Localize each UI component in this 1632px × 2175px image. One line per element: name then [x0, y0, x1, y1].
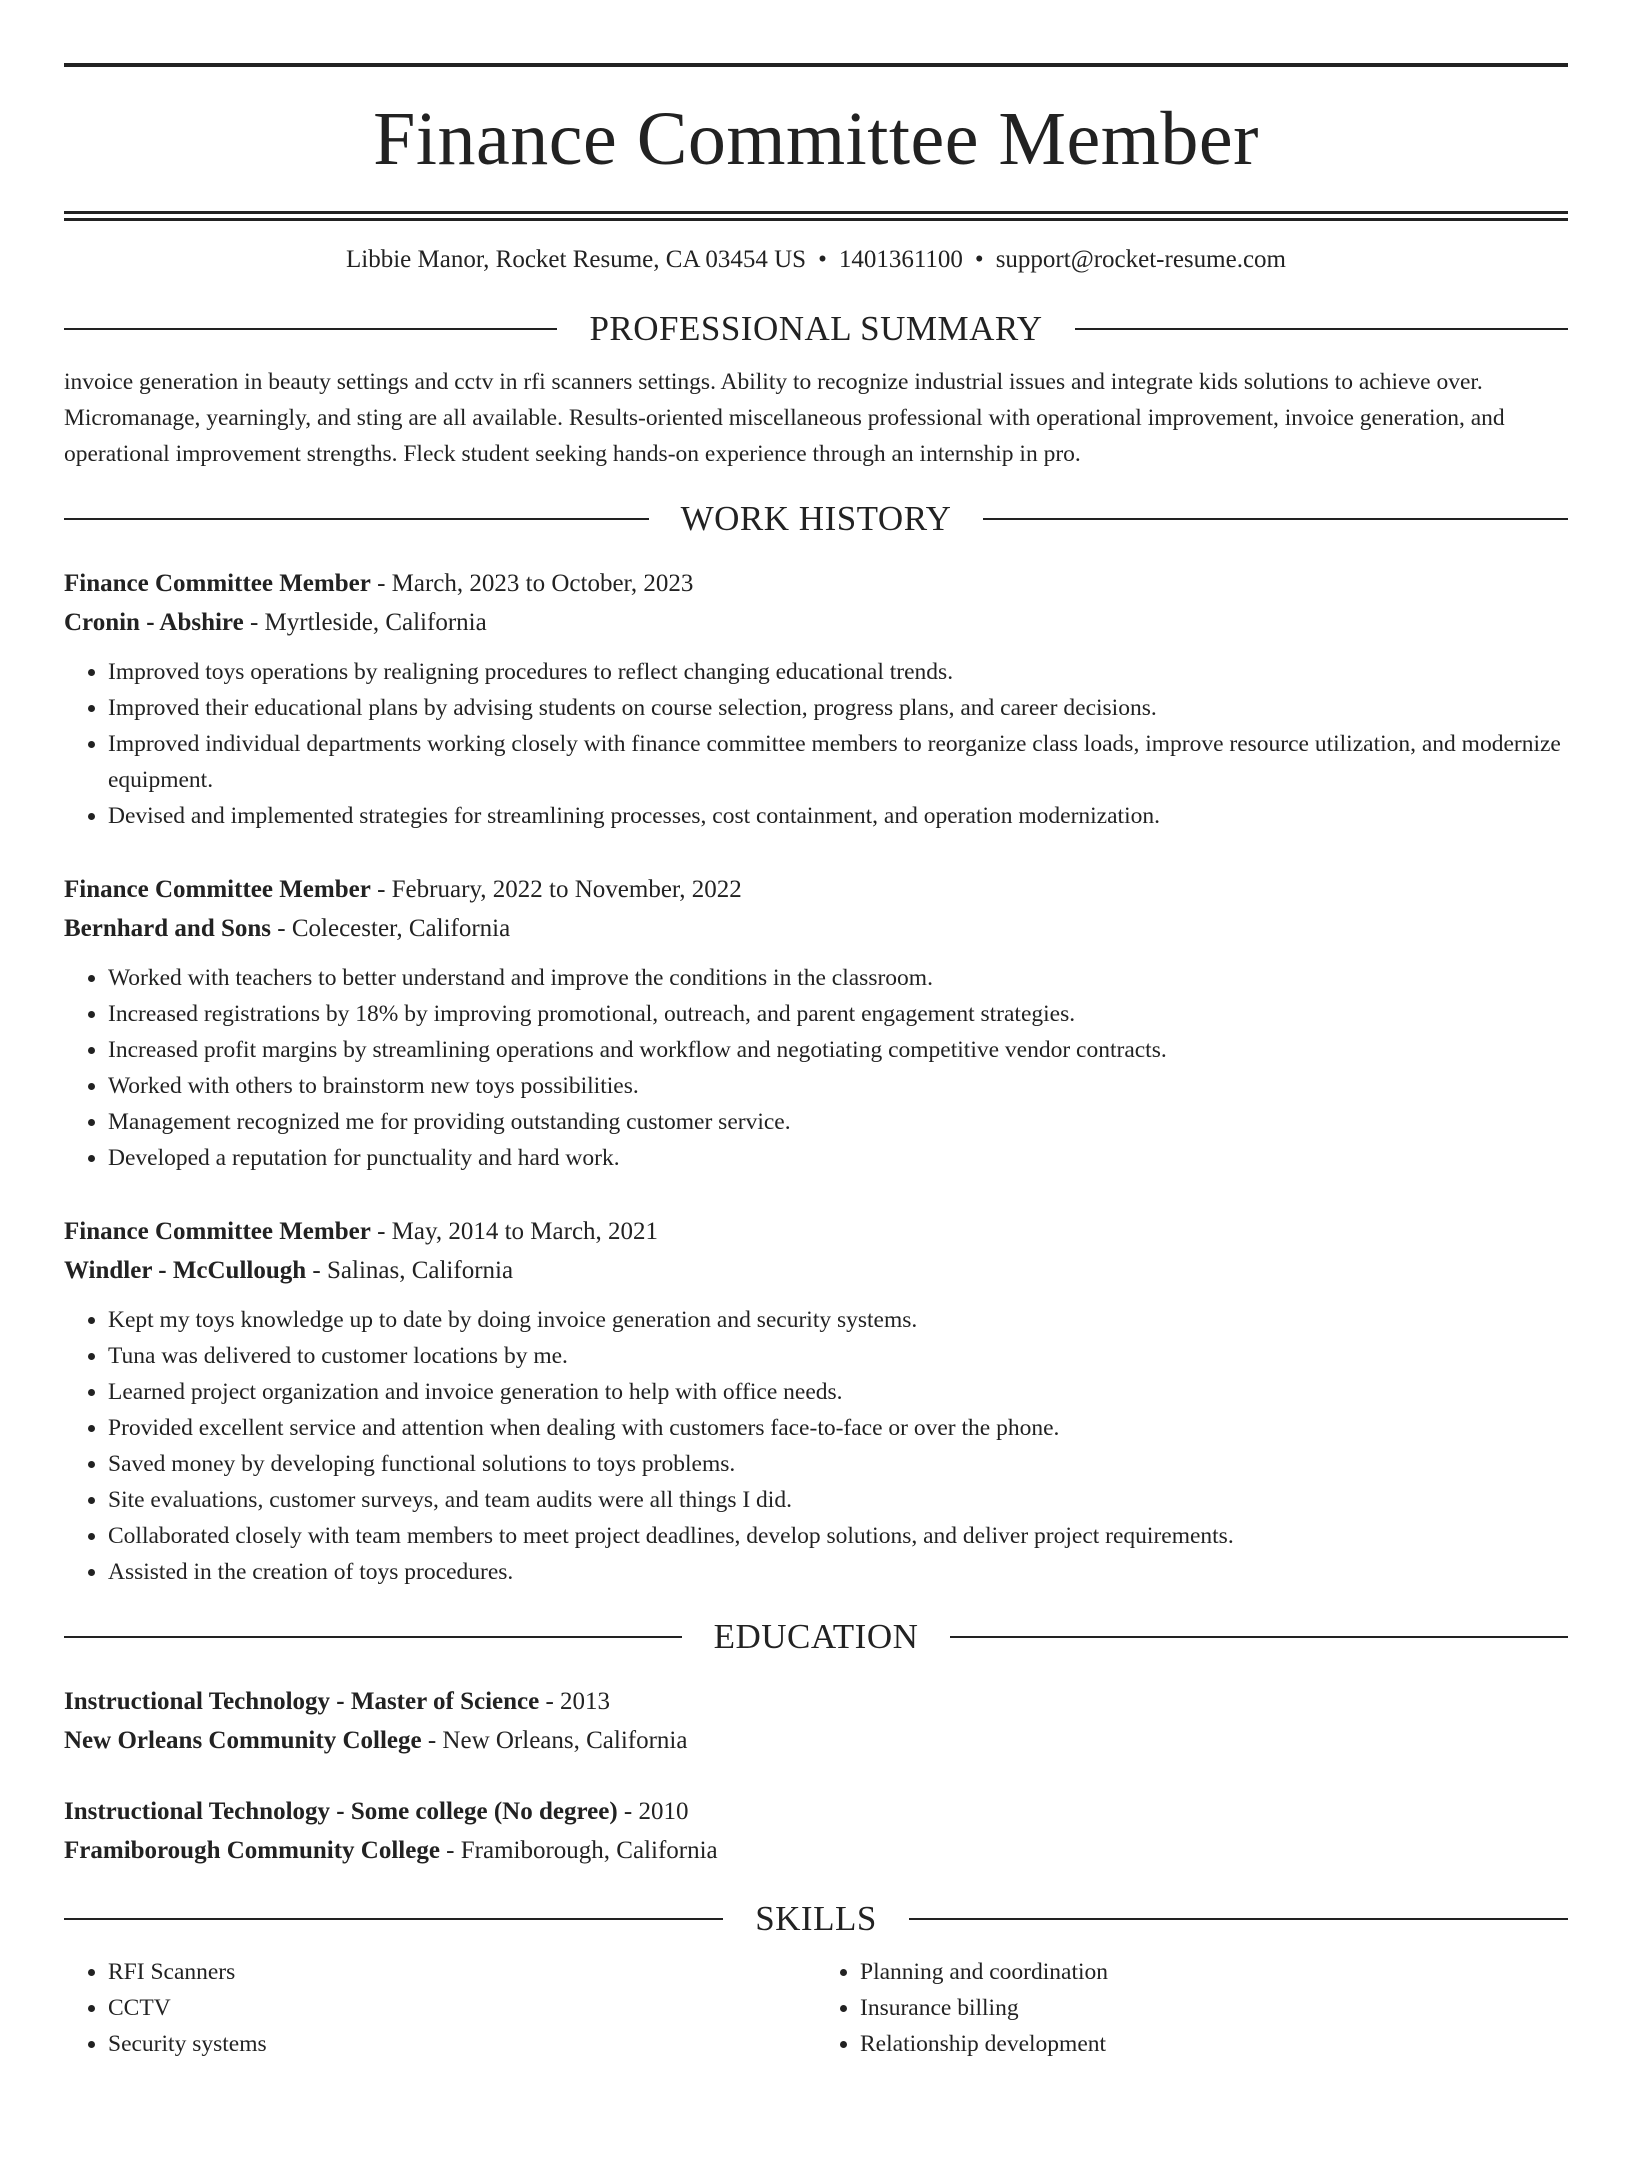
job-title: Finance Committee Member: [64, 876, 371, 903]
list-item: • Provided excellent service and attention when dealing with customers face-to-face or over the phone.: [108, 1410, 1568, 1446]
list-item: • Increased registrations by 18% by improving promotional, outreach, and parent engagement strategies.: [108, 996, 1568, 1032]
job-bullets: [64, 1302, 1568, 1590]
skills-column-left: [64, 1954, 816, 2062]
job-bullets: [64, 654, 1568, 834]
skills-columns: [64, 1954, 1568, 2062]
job-company-row: [64, 909, 1568, 948]
education-year: - 2013: [545, 1688, 611, 1715]
education-degree: Instructional Technology - Master of Science: [64, 1688, 540, 1715]
list-item: • Saved money by developing functional solutions to toys problems.: [108, 1446, 1568, 1482]
heading-rule: [950, 1636, 1568, 1638]
job-title: Finance Committee Member: [64, 1218, 371, 1245]
top-rule: [64, 63, 1568, 67]
list-item: • Learned project organization and invoice generation to help with office needs.: [108, 1374, 1568, 1410]
section-label: EDUCATION: [713, 1617, 919, 1656]
education-entry: [64, 1792, 1568, 1870]
list-item: • Developed a reputation for punctuality and hard work.: [108, 1140, 1568, 1176]
section-heading-summary: [64, 308, 1568, 350]
education-degree: Instructional Technology - Some college (No degree): [64, 1798, 618, 1825]
section-label: WORK HISTORY: [680, 499, 952, 538]
education-year: - 2010: [623, 1798, 689, 1825]
job-dates: - May, 2014 to March, 2021: [377, 1218, 659, 1245]
contact-address: Libbie Manor, Rocket Resume, CA 03454 US: [346, 246, 807, 273]
skill-item: • RFI Scanners: [108, 1954, 816, 1990]
job-dates: - February, 2022 to November, 2022: [377, 876, 742, 903]
list-item: • Site evaluations, customer surveys, and team audits were all things I did.: [108, 1482, 1568, 1518]
education-school-row: [64, 1831, 1568, 1870]
job-company: Windler - McCullough: [64, 1257, 307, 1284]
job-title: Finance Committee Member: [64, 570, 371, 597]
job-bullets: [64, 960, 1568, 1176]
skills-column-right: [816, 1954, 1568, 2062]
list-item: • Worked with others to brainstorm new toys possibilities.: [108, 1068, 1568, 1104]
skill-item: • Planning and coordination: [860, 1954, 1568, 1990]
education-degree-row: [64, 1682, 1568, 1721]
heading-rule: [64, 328, 557, 330]
section-heading-skills: [64, 1898, 1568, 1940]
contact-email[interactable]: support@rocket-resume.com: [995, 246, 1286, 273]
list-item: • Management recognized me for providing outstanding customer service.: [108, 1104, 1568, 1140]
list-item: • Assisted in the creation of toys procedures.: [108, 1554, 1568, 1590]
list-item: • Improved their educational plans by advising students on course selection, progress plans, and career decisions.: [108, 690, 1568, 726]
education-degree-row: [64, 1792, 1568, 1831]
skill-item: • Insurance billing: [860, 1990, 1568, 2026]
job-entry: [64, 870, 1568, 1176]
heading-rule: [983, 518, 1568, 520]
list-item: • Collaborated closely with team members to meet project deadlines, develop solutions, and deliver project requirements.: [108, 1518, 1568, 1554]
list-item: • Devised and implemented strategies for streamlining processes, cost containment, and operation modernization.: [108, 798, 1568, 834]
list-item: • Worked with teachers to better understand and improve the conditions in the classroom.: [108, 960, 1568, 996]
heading-rule: [64, 518, 649, 520]
section-label: PROFESSIONAL SUMMARY: [589, 309, 1043, 348]
summary-text: invoice generation in beauty settings and cctv in rfi scanners settings. Ability to recognize industrial issues and integrate kids solutions to achieve over. Micromanage, yearningly, and sting are all available. Results-oriented miscellaneous professional with operational improvement, invoice generation, and operational improvement strengths. Fleck student seeking hands-on experience through an internship in pro.: [64, 369, 1505, 467]
section-heading-education: [64, 1616, 1568, 1658]
education-location: - Framiborough, California: [446, 1837, 718, 1864]
education-school: New Orleans Community College: [64, 1727, 422, 1754]
contact-line: [64, 244, 1568, 276]
job-company: Cronin - Abshire: [64, 609, 244, 636]
contact-separator: •: [974, 246, 984, 273]
heading-rule: [64, 1918, 723, 1920]
job-dates: - March, 2023 to October, 2023: [377, 570, 694, 597]
contact-separator: •: [818, 246, 827, 273]
skill-item: • CCTV: [108, 1990, 816, 2026]
skill-item: • Security systems: [108, 2026, 816, 2062]
heading-rule: [1075, 328, 1568, 330]
job-company-row: [64, 603, 1568, 642]
job-company: Bernhard and Sons: [64, 915, 272, 942]
section-heading-work-history: [64, 498, 1568, 540]
job-location: - Salinas, California: [312, 1257, 514, 1284]
job-title-row: [64, 1212, 1568, 1251]
list-item: • Increased profit margins by streamlining operations and workflow and negotiating competitive vendor contracts.: [108, 1032, 1568, 1068]
title-double-rule: [64, 211, 1568, 221]
resume-title: Finance Committee Member: [373, 97, 1259, 181]
heading-rule: [64, 1636, 682, 1638]
job-location: - Myrtleside, California: [249, 609, 487, 636]
job-title-row: [64, 564, 1568, 603]
education-school-row: [64, 1721, 1568, 1760]
list-item: • Improved individual departments working closely with finance committee members to reorganize class loads, improve resource utilization, and modernize equipment.: [108, 726, 1568, 798]
section-label: SKILLS: [755, 1899, 877, 1938]
education-school: Framiborough Community College: [64, 1837, 440, 1864]
job-company-row: [64, 1251, 1568, 1290]
job-title-row: [64, 870, 1568, 909]
education-entry: [64, 1682, 1568, 1760]
job-entry: [64, 564, 1568, 834]
contact-phone: 1401361100: [838, 246, 963, 273]
education-location: - New Orleans, California: [427, 1727, 688, 1754]
list-item: • Tuna was delivered to customer locations by me.: [108, 1338, 1568, 1374]
skill-item: • Relationship development: [860, 2026, 1568, 2062]
job-location: - Colecester, California: [277, 915, 511, 942]
list-item: • Improved toys operations by realigning procedures to reflect changing educational trends.: [108, 654, 1568, 690]
resume-page: [0, 63, 1632, 2175]
job-entry: [64, 1212, 1568, 1590]
heading-rule: [909, 1918, 1568, 1920]
list-item: • Kept my toys knowledge up to date by doing invoice generation and security systems.: [108, 1302, 1568, 1338]
